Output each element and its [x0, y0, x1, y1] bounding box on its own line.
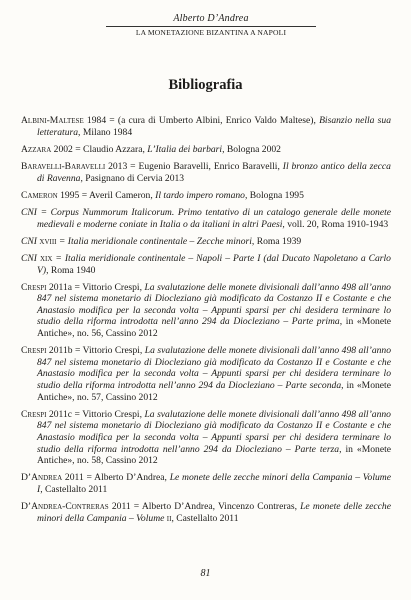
entry-text-run: 2011b = Vittorio Crespi,	[46, 345, 145, 357]
entry-text-run: L’Italia dei barbari	[147, 143, 223, 155]
entry-text-run: , Pasignano di Cervia 2013	[80, 172, 185, 184]
entry-text-run: Le monete delle zecche minori della Campania – Volume I	[37, 472, 391, 495]
entry-text-run: 2013 = Eugenio Baravelli, Enrico Baravelli,	[105, 160, 283, 172]
entry-text-run: = Italia meridionale continentale – Napoli – Parte I (dal Ducato Napoletano a Carlo V)	[37, 252, 391, 276]
entry-text-run: Crespi	[21, 281, 47, 293]
entry-text-run: Albini-Maltese	[21, 115, 84, 126]
entry-text-run: 1995 = Averil Cameron,	[57, 189, 156, 201]
bibliography-entry	[21, 282, 391, 340]
entry-text-run: Crespi	[21, 345, 47, 357]
entry-text-run: CNI	[21, 252, 40, 264]
running-head-author: Alberto D’Andrea	[173, 13, 249, 24]
entry-text-run: , in «Monete Antiche», no. 57, Cassino 2012	[37, 380, 391, 403]
entry-text-run: , voll. 20, Roma 1910-1943	[282, 218, 389, 230]
entry-text-run: Cameron	[21, 189, 58, 201]
entry-text-run: 2011 = Alberto D’Andrea,	[62, 472, 170, 484]
entry-text-run: Il tardo impero romano	[155, 189, 245, 201]
bibliography-entry	[21, 409, 391, 467]
entry-text-run: CNI = Corpus Nummorum Italicorum. Primo tentativo di un catalogo generale delle monete medievali e moderne coniate in Italia o da italiani in altri Paesi	[21, 206, 391, 230]
bibliography-entry	[21, 345, 391, 403]
bibliography-entry	[21, 115, 391, 138]
entry-text-run: 2002 = Claudio Azzara,	[51, 143, 148, 155]
entry-text-run: , Castellalto 2011	[171, 512, 239, 524]
entry-text-run: 2011a = Vittorio Crespi,	[46, 281, 145, 293]
entry-text-run: xix	[39, 252, 53, 264]
entry-text-run: 2011 = Alberto D’Andrea, Vincenzo Contreras,	[108, 501, 301, 513]
bibliography-entry	[21, 472, 391, 495]
entry-text-run: = Italia meridionale continentale – Zecche minori	[56, 235, 252, 247]
section-title: Bibliografia	[168, 77, 243, 93]
entry-text-run: Crespi	[21, 408, 47, 420]
entry-text-run: , Bologna 2002	[222, 143, 281, 155]
entry-text-run: D’Andrea-Contreras	[21, 501, 109, 513]
entry-text-run: Baravelli-Baravelli	[21, 160, 106, 172]
entry-text-run: Bisanzio nella sua letteratura	[37, 115, 391, 138]
bibliography-entry	[21, 190, 391, 202]
entry-text-run: , Castellalto 2011	[40, 483, 108, 495]
entry-text-run: 2011c = Vittorio Crespi,	[46, 408, 145, 420]
entry-text-run: CNI	[21, 235, 40, 247]
entry-text-run: ii	[166, 512, 172, 524]
entry-text-run: , Roma 1939	[251, 235, 302, 247]
page-number: 81	[200, 568, 211, 579]
entry-text-run: xviii	[39, 235, 57, 247]
entry-text-run: La svalutazione delle monete divisionali dall’anno 498 all’anno 847 nel sistema monetario di Diocleziano già modificato da Costanzo II e Costante e che Anastasio modifica per la seconda volta – Appunti sparsi per chi desidera terminare lo studio della riforma introdotta nell’anno 294 da Diocleziano – Parte seconda	[37, 345, 392, 392]
entry-text-run: La svalutazione delle monete divisionali dall’anno 498 all’anno 847 nel sistema monetario di Diocleziano già modificato da Costanzo II e Costante e che Anastasio modifica per la seconda volta – Appunti sparsi per chi desidera terminare lo studio della riforma introdotta nell’anno 294 da Diocleziano – Parte terza	[37, 408, 391, 455]
bibliography-entry	[21, 161, 391, 184]
running-head-title: LA MONETAZIONE BIZANTINA A NAPOLI	[135, 28, 287, 37]
entry-text-run: Il bronzo antico della zecca di Ravenna	[37, 160, 391, 184]
entry-text-run: , Roma 1940	[46, 264, 96, 276]
entry-text-run: La svalutazione delle monete divisionali dall’anno 498 all’anno 847 nel sistema monetario di Diocleziano già modificato da Costanzo II e Costante e che Anastasio modifica per la seconda volta – Appunti sparsi per chi desidera terminare lo studio della riforma introdotta nell’anno 294 da Diocleziano – Parte prima	[37, 281, 391, 328]
bibliography-entry	[21, 144, 391, 156]
entry-text-run: Azzara	[21, 143, 52, 155]
bibliography-entry	[21, 501, 391, 524]
running-head	[106, 13, 316, 38]
entry-text-run: 1984 = (a cura di Umberto Albini, Enrico Valdo Maltese),	[83, 115, 320, 126]
running-head-rule	[106, 26, 316, 27]
bibliography-entry	[21, 236, 391, 248]
entry-text-run: , Bologna 1995	[244, 189, 304, 201]
entry-text-run: Le monete delle zecche minori della Campania – Volume	[37, 501, 391, 524]
entry-text-run: , Milano 1984	[78, 126, 133, 138]
bibliography-entry	[21, 253, 391, 276]
bibliography-list	[21, 115, 391, 530]
entry-text-run: , in «Monete Antiche», no. 58, Cassino 2012	[37, 443, 391, 467]
entry-text-run: D’Andrea	[21, 472, 63, 484]
bibliography-entry	[21, 207, 391, 230]
entry-text-run: , in «Monete Antiche», no. 56, Cassino 2012	[37, 316, 391, 340]
